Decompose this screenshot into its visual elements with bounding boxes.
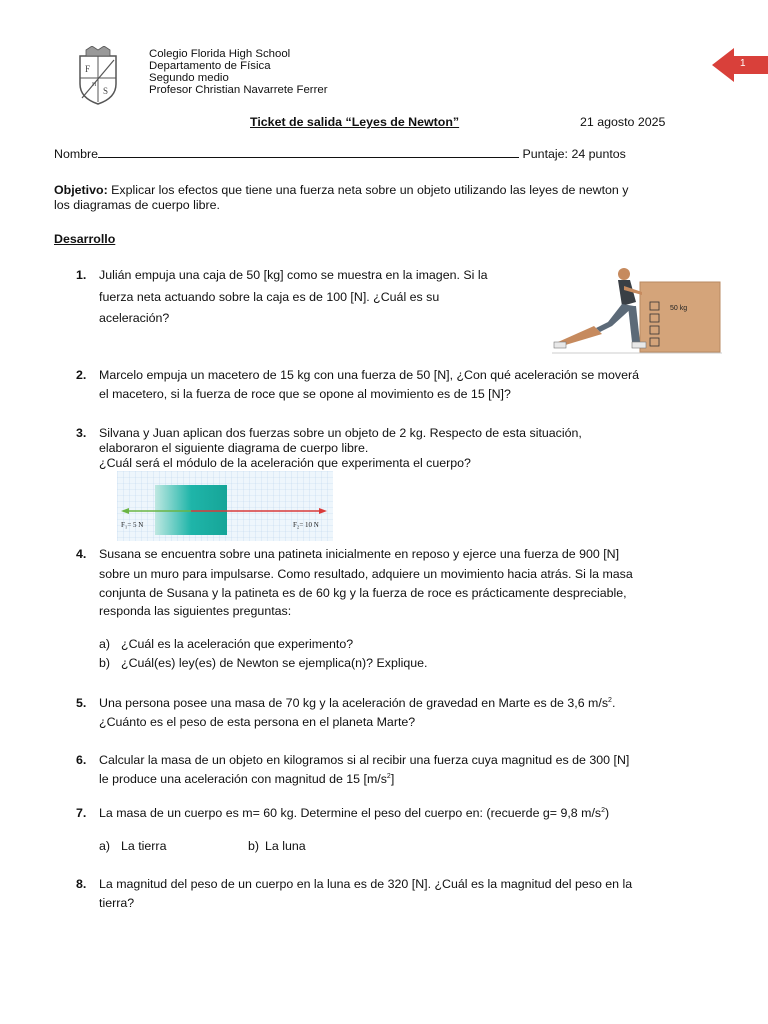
question-7b-text: La luna [265, 839, 306, 853]
question-4-line: sobre un muro para impulsarse. Como resultado, adquiere un movimiento hacia atrás. Si la masa [99, 567, 633, 581]
question-7-number: 7. [76, 806, 87, 820]
teacher-name: Profesor Christian Navarrete Ferrer [149, 84, 328, 96]
question-4-line: conjunta de Susana y la patineta es de 60 kg y la fuerza de roce es prácticamente despreciable, [99, 586, 627, 600]
question-5-line: Una persona posee una masa de 70 kg y la aceleración de gravedad en Marte es de 3,6 $m/s^2$. [99, 696, 616, 710]
question-3-line: elaboraron el siguiente diagrama de cuerpo libre. [99, 441, 369, 455]
object-block [155, 485, 227, 535]
name-blank [98, 145, 519, 158]
school-crest-logo [70, 46, 126, 106]
question-2-line: Marcelo empuja un macetero de 15 kg con una fuerza de 50 [N], ¿Con qué aceleración se moverá [99, 368, 639, 382]
question-4-number: 4. [76, 547, 87, 561]
question-1-number: 1. [76, 268, 87, 282]
objective-line-1 [54, 183, 628, 197]
school-name: Colegio Florida High School [149, 48, 291, 60]
question-1-line: fuerza neta actuando sobre la caja es de 100 [N]. ¿Cuál es su [99, 290, 440, 304]
question-4b-label: b) [99, 656, 111, 670]
question-4b-text: ¿Cuál(es) ley(es) de Newton se ejemplica(n)? Explique. [121, 656, 428, 670]
question-2-line: el macetero, si la fuerza de roce que se opone al movimiento es de 15 [N]? [99, 387, 511, 401]
grade-name: Segundo medio [149, 72, 229, 84]
question-6-line: Calcular la masa de un objeto en kilogramos si al recibir una fuerza cuya magnitud es de 300 [N] [99, 753, 630, 767]
person-pushing-box-image [552, 262, 722, 354]
question-6-line: le produce una aceleración con magnitud de 15 $[m/s^2]$ [99, 772, 395, 786]
question-4a-text: ¿Cuál es la aceleración que experimento? [121, 637, 354, 651]
department-name: Departamento de Física [149, 60, 271, 72]
score: Puntaje: 24 puntos [522, 147, 626, 161]
question-7a-text: La tierra [121, 839, 167, 853]
question-4-line: responda las siguientes preguntas: [99, 604, 292, 618]
question-5-number: 5. [76, 696, 87, 710]
objective-label: Objetivo: [54, 183, 108, 197]
question-2-number: 2. [76, 368, 87, 382]
section-heading: Desarrollo [54, 232, 116, 246]
svg-text:S: S [103, 86, 109, 96]
box-label: 50 kg [670, 305, 688, 312]
question-1-line: Julián empuja una caja de 50 [kg] como se muestra en la imagen. Si la [99, 268, 488, 282]
question-6-number: 6. [76, 753, 87, 767]
force-1-label: F₁= 5 N [121, 521, 144, 529]
page-number: 1 [740, 58, 746, 69]
svg-text:F: F [85, 64, 91, 74]
question-5-line: ¿Cuánto es el peso de esta persona en el planeta Marte? [99, 715, 416, 729]
question-7-line: La masa de un cuerpo es m= 60 kg. Determine el peso del cuerpo en: (recuerde g= 9,8 $m/s^2$) [99, 806, 610, 820]
objective-text: Explicar los efectos que tiene una fuerza neta sobre un objeto utilizando las leyes de newton y [111, 183, 629, 197]
question-7b-label: b) [248, 839, 260, 853]
force-2-label: F₂= 10 N [293, 521, 319, 529]
question-8-line: tierra? [99, 896, 135, 910]
question-3-number: 3. [76, 426, 87, 440]
question-3-line: Silvana y Juan aplican dos fuerzas sobre un objeto de 2 kg. Respecto de esta situación, [99, 426, 582, 440]
page-title: Ticket de salida “Leyes de Newton” [250, 115, 460, 129]
question-8-line: La magnitud del peso de un cuerpo en la luna es de 320 [N]. ¿Cuál es la magnitud del peso en la [99, 877, 633, 891]
objective-line-2: los diagramas de cuerpo libre. [54, 198, 220, 212]
name-field[interactable] [54, 145, 626, 161]
page-number-badge [712, 48, 768, 82]
question-4a-label: a) [99, 637, 111, 651]
free-body-diagram [117, 471, 333, 541]
svg-text:H: H [92, 82, 97, 88]
name-label: Nombre [54, 147, 99, 161]
question-3-line: ¿Cuál será el módulo de la aceleración que experimenta el cuerpo? [99, 456, 471, 470]
question-7a-label: a) [99, 839, 111, 853]
date: 21 agosto 2025 [580, 115, 666, 129]
question-8-number: 8. [76, 877, 87, 891]
question-1-line: aceleración? [99, 311, 170, 325]
box-shape [640, 282, 720, 352]
question-4-line: Susana se encuentra sobre una patineta inicialmente en reposo y ejerce una fuerza de 900 [N] [99, 547, 620, 561]
